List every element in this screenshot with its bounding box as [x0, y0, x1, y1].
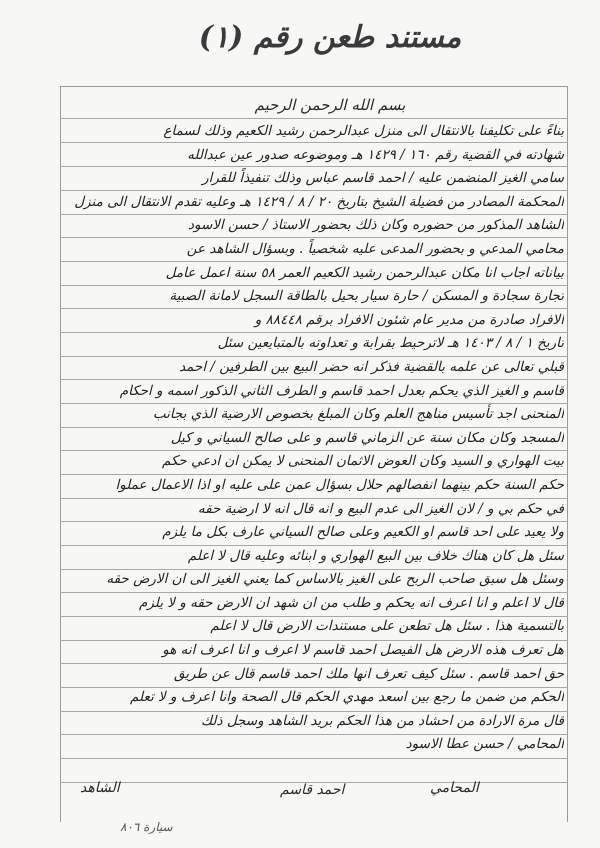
body-line: هل تعرف هذه الارض هل الفيصل احمد قاسم لا اعرف و انا اعرف انه هو — [162, 642, 564, 659]
body-line: الشاهد المذكور من حضوره وكان ذلك بحضور الاستاذ / حسن الاسود — [187, 217, 564, 234]
body-line: سئل هل كان هناك خلاف بين البيع الهواري و ابنائه وعليه قال لا اعلم — [187, 547, 564, 564]
body-line: حق احمد قاسم . سئل كيف تعرف انها ملك احمد قاسم قال عن طريق — [173, 665, 564, 682]
document-title: مستند طعن رقم (١) — [198, 20, 462, 55]
body-line: وسئل هل سبق صاحب الربح على الغيز بالاساس كما يعني الغيز الى ان الارض حقه — [106, 571, 564, 588]
testimony-body — [64, 120, 564, 757]
rule-line — [60, 118, 568, 119]
body-line: ولا يعيد على احد قاسم او الكعيم وعلى صالح السياني عارف بكل ما يلزم — [162, 524, 564, 541]
body-line: قبلي تعالى عن علمه بالقضية فذكر انه حضر البيع بين الطرفين / احمد — [179, 358, 564, 375]
body-line: بناءً على تكليفنا بالانتقال الى منزل عبدالرحمن رشيد الكعيم وذلك لسماع — [163, 123, 564, 139]
body-line: حكم السنة حكم بينهما انفصالهم حلال بسؤال عمن على عليه او اذا الاعمال عملوا — [115, 476, 564, 493]
body-line: المنحنى اجد تأسيس مناهج العلم وكان المبلغ بخصوص الارضية الذي بجانب — [152, 406, 564, 423]
lawyer-signature: المحامي — [430, 780, 479, 796]
body-line: المحكمة المصادر من فضيلة الشيخ بتاريخ ٢٠ / ٨ / ١٤٢٩ هـ وعليه تقدم الانتقال الى منزل — [74, 193, 564, 210]
body-line: الافراد صادرة من مدير عام شئون الافراد برقم ٨٨٤٤٨ و — [254, 311, 564, 328]
body-line: محامي المدعي و بحضور المدعى عليه شخصياً . وبسؤال الشاهد عن — [186, 240, 564, 257]
rule-line — [60, 758, 568, 759]
basmala-heading: بسم الله الرحمن الرحيم — [254, 96, 406, 114]
body-line: قال مرة الارادة من احشاد من هذا الحكم بريد الشاهد وسجل ذلك — [201, 712, 564, 729]
body-line: في حكم بي و / لان الغيز الى عدم البيع و انه قال انه لا ارضية حقه — [197, 500, 564, 517]
body-line: بيت الهواري و السيد وكان العوض الاثمان المنحنى لا يمكن ان ادعي حكم — [161, 453, 564, 470]
body-line: المحامي / حسن عطا الاسود — [405, 736, 564, 753]
body-line: قاسم و الغيز الذي يحكم بعدل احمد قاسم و الطرف الثاني الذكور اسمه و احكام — [119, 382, 564, 399]
party-signature: احمد قاسم — [280, 782, 345, 798]
body-line: المسجد وكان مكان سنة عن الزماني قاسم و على صالح السياني و كيل — [170, 429, 564, 446]
body-line: قال لا اعلم و انا اعرف انه يحكم و طلب من ان شهد ان الارض حقه و لا يلزم — [138, 594, 564, 611]
body-line: بالتسمية هذا . سئل هل تطعن على مستندات الارض قال لا اعلم — [210, 618, 564, 635]
witness-signature: الشاهد — [80, 780, 120, 796]
body-line: تاريخ ١ / ٨ / ١٤٠٣ هـ لاترحيط بقرابة و تعداوته بالمتبايعين سئل — [217, 335, 564, 352]
body-line: شهادته في القضية رقم ١٦٠ / ١٤٢٩ هـ وموضوعه صدور عين عبدالله — [187, 146, 564, 163]
body-line: بياناته اجاب انا مكان عبدالرحمن رشيد الكعيم العمر ٥٨ سنة اعمل عامل — [165, 264, 564, 281]
footer-note: سيارة ٨٠٦ — [120, 820, 173, 834]
signature-row — [70, 772, 570, 812]
body-line: الحكم من ضمن ما رجع بين اسعد مهدي الحكم قال الصحة وانا اعرف و لا تعلم — [130, 689, 564, 706]
body-line: سامي الغيز المنضمن عليه / احمد قاسم عباس وذلك تنفيذاً للقرار — [202, 170, 564, 187]
body-line: تجارة سجادة و المسكن / حارة سيار بحيل بالطاقة السجل لامانة الصبية — [169, 288, 564, 305]
